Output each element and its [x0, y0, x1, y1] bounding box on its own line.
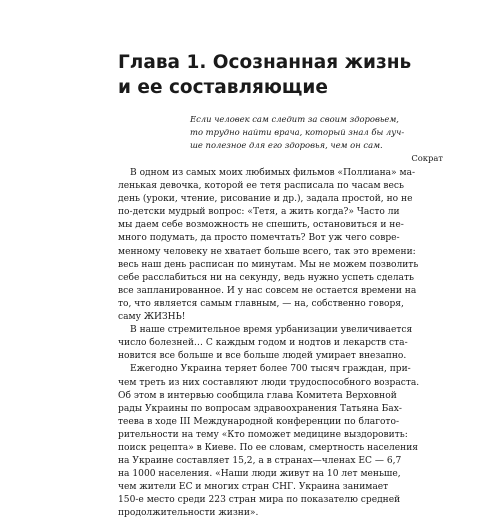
- text-line: Ежегодно Украина теряет более 700 тысяч граждан, при-: [130, 364, 411, 375]
- text-line: много подумать, да просто помечтать? Вот уж чего совре-: [118, 233, 400, 244]
- text-line: ленькая девочка, которой ее тетя расписала по часам весь: [118, 181, 404, 192]
- text-line: саму ЖИЗНЬ!: [118, 312, 186, 323]
- text-line: продолжительности жизни».: [118, 508, 259, 519]
- paragraph: [118, 324, 448, 363]
- text-line: поиск рецепта» в Киеве. По ее словам, смертность населения: [118, 442, 419, 453]
- text-line: чем жители ЕС и многих стран СНГ. Украина занимает: [118, 482, 389, 493]
- chapter-title-line: и ее составляющие: [118, 77, 328, 98]
- text-line: день (уроки, чтение, рисование и др.), задала простой, но не: [118, 194, 413, 205]
- chapter-title: [118, 50, 448, 100]
- epigraph-line: то трудно найти врача, который знал бы луч-: [190, 127, 405, 137]
- body-text: [118, 167, 448, 521]
- epigraph-author: Сократ: [411, 153, 443, 163]
- text-line: чем треть из них составляют люди трудоспособного возраста.: [118, 377, 420, 388]
- text-line: мы даем себе возможность не спешить, остановиться и не-: [118, 220, 404, 231]
- text-line: В наше стремительное время урбанизации увеличивается: [130, 325, 413, 336]
- text-line: на Украине составляет 15,2, а в странах—членах ЕС — 6,7: [118, 456, 402, 467]
- text-line: число болезней… С каждым годом и нодтов и лекарств ста-: [118, 338, 408, 349]
- text-line: 150-е место среди 223 стран мира по показателю средней: [118, 495, 401, 506]
- epigraph-line: ше полезное для его здоровья, чем он сам.: [190, 140, 383, 150]
- text-line: себе расслабиться ни на секунду, ведь нужно успеть сделать: [118, 272, 414, 283]
- text-line: Об этом в интервью сообщила глава Комитета Верховной: [118, 390, 397, 401]
- text-line: то, что является самым главным, — на, собственно говоря,: [118, 298, 404, 309]
- chapter-title-line: Глава 1. Осознанная жизнь: [118, 52, 412, 73]
- text-line: рительности на тему «Кто поможет медицине выздоровить:: [118, 429, 408, 440]
- text-line: весь наш день расписан по минутам. Мы не можем позволить: [118, 259, 419, 270]
- text-line: по-детски мудрый вопрос: «Тетя, а жить когда?» Часто ли: [118, 207, 400, 218]
- epigraph-line: Если человек сам следит за своим здоровьем,: [190, 114, 399, 124]
- paragraph: [118, 167, 448, 324]
- epigraph-quote: [190, 113, 448, 152]
- text-line: на 1000 населения. «Наши люди живут на 10 лет меньше,: [118, 469, 401, 480]
- text-line: рады Украины по вопросам здравоохранения Татьяна Бах-: [118, 403, 402, 414]
- text-line: менному человеку не хватает больше всего, так это времени:: [118, 246, 416, 257]
- text-line: новится все больше и все больше людей умирает внезапно.: [118, 351, 407, 362]
- paragraph: [118, 363, 448, 520]
- text-line: все запланированное. И у нас совсем не остается времени на: [118, 285, 417, 296]
- text-line: теева в ходе III Международной конференции по благото-: [118, 416, 400, 427]
- text-line: В одном из самых моих любимых фильмов «Поллиана» ма-: [130, 168, 416, 178]
